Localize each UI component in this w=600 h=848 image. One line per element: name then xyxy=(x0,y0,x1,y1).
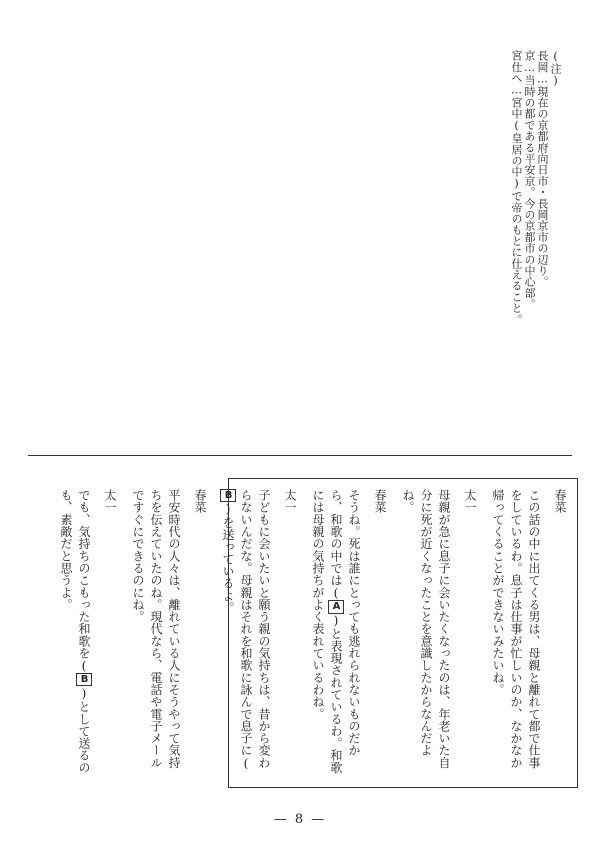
dialogue-box xyxy=(59,478,578,788)
speech-text: そうね。死は誰にとっても逃れられないものだから、和歌の中では(A)と表現されているわ。和歌には母親の気持ちがよく表れているわね。 xyxy=(311,489,361,774)
speaker-name: 春菜 xyxy=(553,489,567,513)
speech-text: 平安時代の人々は、離れている人にそうやって気持ちを伝えていたのね。現代なら、電話や電子メールですぐにできるのにね。 xyxy=(131,489,181,769)
dialogue-turn xyxy=(309,489,389,777)
answer-blank-b: B xyxy=(220,489,236,502)
speech-text: 子どもに会いたいと願う親の気持ちは、昔から変わらないんだな。母親はそれを和歌に詠んで息子に(B)を送っているよ。 xyxy=(221,489,271,771)
answer-blank-a: A xyxy=(328,600,344,613)
dialogue-turn xyxy=(219,489,299,777)
dialogue-turn xyxy=(57,489,119,777)
footnote-miyazukae: 宮仕へ…宮中(皇居の中)で帝のもとに仕えること。 xyxy=(510,50,523,325)
speaker-name: 太一 xyxy=(463,489,477,513)
speech-text: でも、気持ちのこもった和歌を(B)として送るのも、素敵だと思うよ。 xyxy=(59,489,91,774)
dialogue-turn xyxy=(489,489,569,777)
dialogue-turns xyxy=(47,489,569,777)
speech-text-after: と表現されているわ。和歌には母親の気持ちがよく表れているわね。 xyxy=(311,489,343,774)
speaker-name: 太一 xyxy=(103,489,117,513)
speech-text-before: そうね。死は誰にとっても逃れられないものだから、和歌の中では xyxy=(329,489,361,757)
footnotes-heading: (注) xyxy=(549,50,562,87)
answer-blank-b: B xyxy=(76,673,92,686)
speech-text-before: でも、気持ちのこもった和歌を xyxy=(77,489,91,660)
speech-text-after: を送っているよ。 xyxy=(221,516,235,614)
footnotes xyxy=(510,50,562,340)
speaker-name: 春菜 xyxy=(193,489,207,513)
speech-text: 母親が急に息子に会いたくなったのは、年老いた自分に死が近くなったことを意識したからなんだよね。 xyxy=(401,489,451,769)
footnote-kyo: 京…当時の都である平安京。今の京都市の中心部。 xyxy=(523,50,536,310)
speech-text-after: として送るのも、素敵だと思うよ。 xyxy=(59,489,91,774)
speech-text-before: 子どもに会いたいと願う親の気持ちは、昔から変わらないんだな。母親はそれを和歌に詠んで息子に xyxy=(239,489,271,769)
speaker-name: 春菜 xyxy=(373,489,387,513)
dialogue-turn xyxy=(399,489,479,777)
footnote-nagaoka: 長岡…現在の京都府向日市・長岡京市の辺り。 xyxy=(536,50,549,288)
speech-text: この話の中に出てくる男は、母親と離れて都で仕事をしているわ。息子は仕事が忙しいのか、なかなか帰ってくることができないみたいね。 xyxy=(491,489,541,769)
dialogue-turn xyxy=(129,489,209,777)
speaker-name: 太一 xyxy=(283,489,297,513)
section-divider xyxy=(28,455,572,456)
page-number: — 8 — xyxy=(273,812,327,827)
